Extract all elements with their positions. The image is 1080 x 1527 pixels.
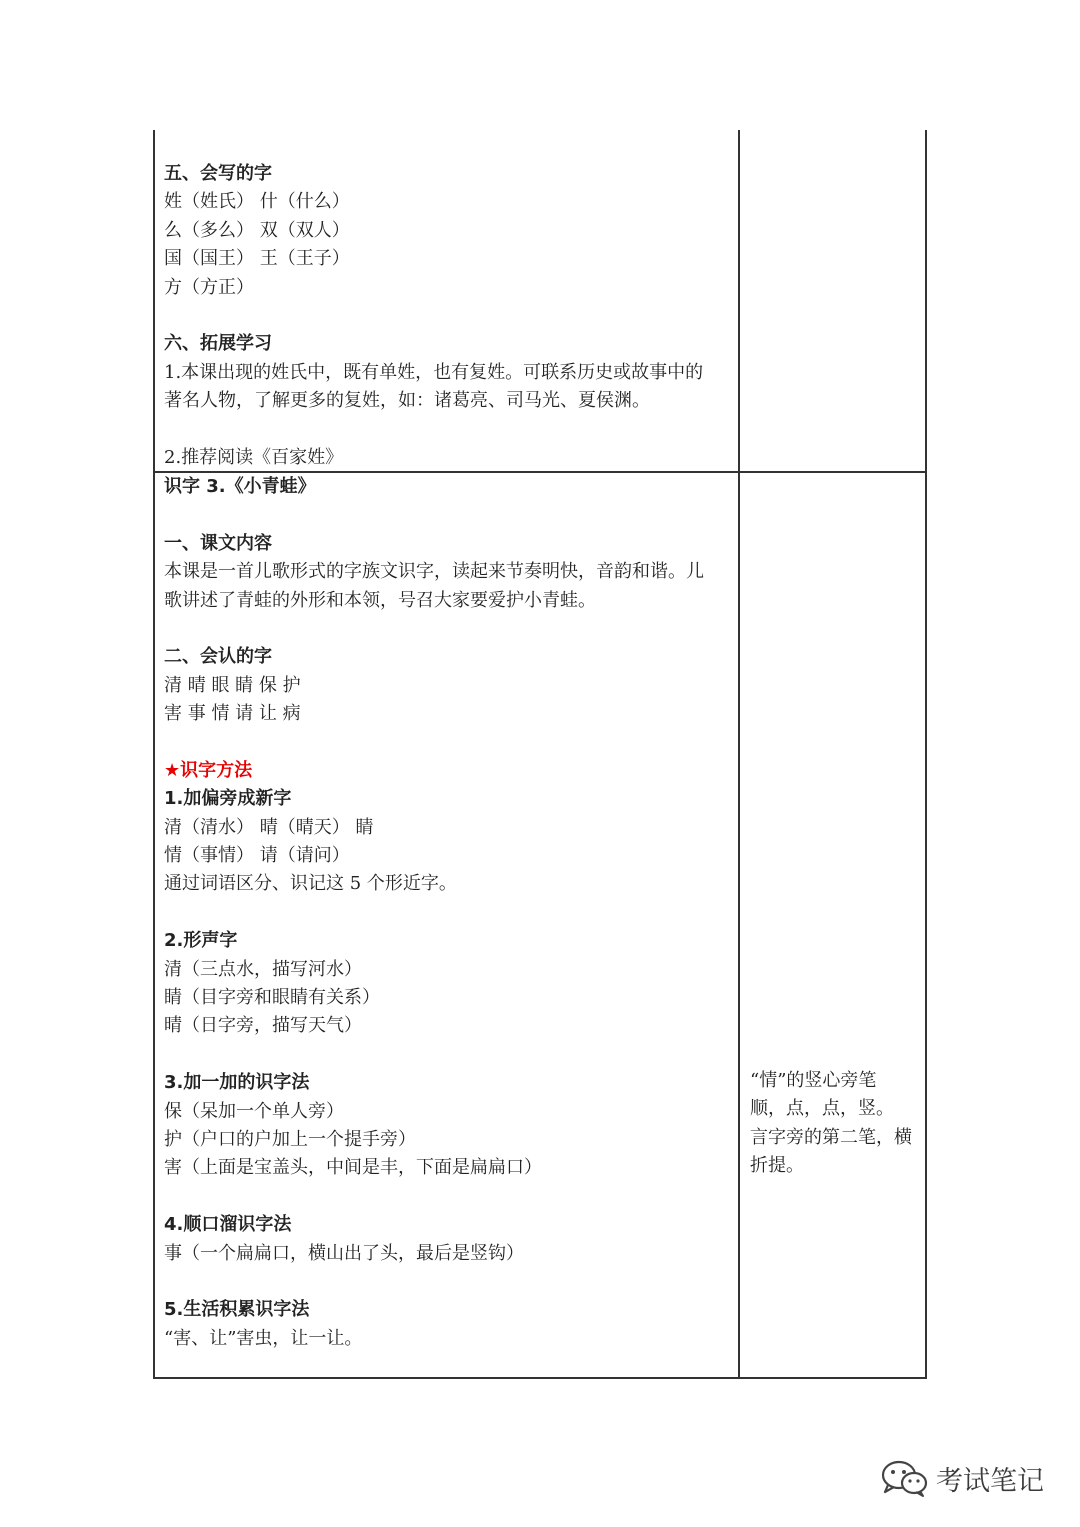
text-line: 通过词语区分、识记这 5 个形近字。 <box>164 873 457 895</box>
note-line: 言字旁的第二笔，横 <box>750 1126 912 1148</box>
text-line: 睛（目字旁和眼睛有关系） <box>164 987 380 1009</box>
stroke-order-note <box>750 1067 922 1181</box>
method-heading: 3.加一加的识字法 <box>164 1072 310 1094</box>
lesson-title: 识字 3.《小青蛙》 <box>164 476 316 497</box>
section-heading-content: 一、课文内容 <box>164 532 272 554</box>
text-line: “害、让”害虫，让一让。 <box>164 1327 363 1349</box>
table-column-divider <box>738 130 740 1379</box>
table-bottom-border <box>153 1377 927 1379</box>
section-heading-recognize: 二、会认的字 <box>164 646 272 668</box>
text-line: 著名人物，了解更多的复姓，如：诸葛亮、司马光、夏侯渊。 <box>164 390 650 412</box>
text-line: 清 晴 眼 睛 保 护 <box>164 674 301 696</box>
text-line: 么（多么） 双（双人） <box>164 219 350 241</box>
text-line: 国（国王） 王（王子） <box>164 248 350 270</box>
text-line: 护（户口的户加上一个提手旁） <box>164 1128 416 1150</box>
wechat-icon <box>880 1458 930 1498</box>
text-line: 情（事情） 请（请问） <box>164 845 350 867</box>
table-cell-writing-and-extension <box>164 160 703 472</box>
text-line: 2.推荐阅读《百家姓》 <box>164 446 344 468</box>
section-heading-extension: 六、拓展学习 <box>164 333 272 355</box>
watermark-text: 考试笔记 <box>936 1465 1044 1497</box>
section-heading-writing: 五、会写的字 <box>164 163 272 184</box>
text-line: 清（清水） 晴（晴天） 睛 <box>164 816 374 838</box>
table-right-border <box>925 130 927 1379</box>
note-line: 折提。 <box>750 1155 804 1177</box>
text-line: 方（方正） <box>164 276 254 298</box>
text-line: 害（上面是宝盖头，中间是丰，下面是扁扁口） <box>164 1157 542 1179</box>
method-heading: 2.形声字 <box>164 930 238 952</box>
text-line: 本课是一首儿歌形式的字族文识字，读起来节奏明快，音韵和谐。儿 <box>164 561 704 583</box>
text-line: 晴（日字旁，描写天气） <box>164 1015 362 1037</box>
text-line: 姓（姓氏） 什（什么） <box>164 191 350 213</box>
text-line: 清（三点水，描写河水） <box>164 958 362 980</box>
note-line: “情”的竖心旁笔 <box>750 1070 877 1091</box>
method-heading: 5.生活积累识字法 <box>164 1299 310 1321</box>
text-line: 害 事 情 请 让 病 <box>164 703 301 725</box>
section-heading-method: ★识字方法 <box>164 759 253 781</box>
method-heading: 4.顺口溜识字法 <box>164 1214 292 1236</box>
text-line: 事（一个扁扁口，横山出了头，最后是竖钩） <box>164 1242 524 1264</box>
text-line: 保（呆加一个单人旁） <box>164 1100 344 1122</box>
text-line: 歌讲述了青蛙的外形和本领，号召大家要爱护小青蛙。 <box>164 589 596 611</box>
watermark <box>880 1458 1044 1498</box>
table-left-border <box>153 130 155 1379</box>
method-heading: 1.加偏旁成新字 <box>164 788 292 810</box>
text-line: 1.本课出现的姓氏中，既有单姓，也有复姓。可联系历史或故事中的 <box>164 361 704 383</box>
note-line: 顺，点，点，竖。 <box>750 1098 894 1120</box>
table-cell-lesson-3 <box>164 473 704 1353</box>
